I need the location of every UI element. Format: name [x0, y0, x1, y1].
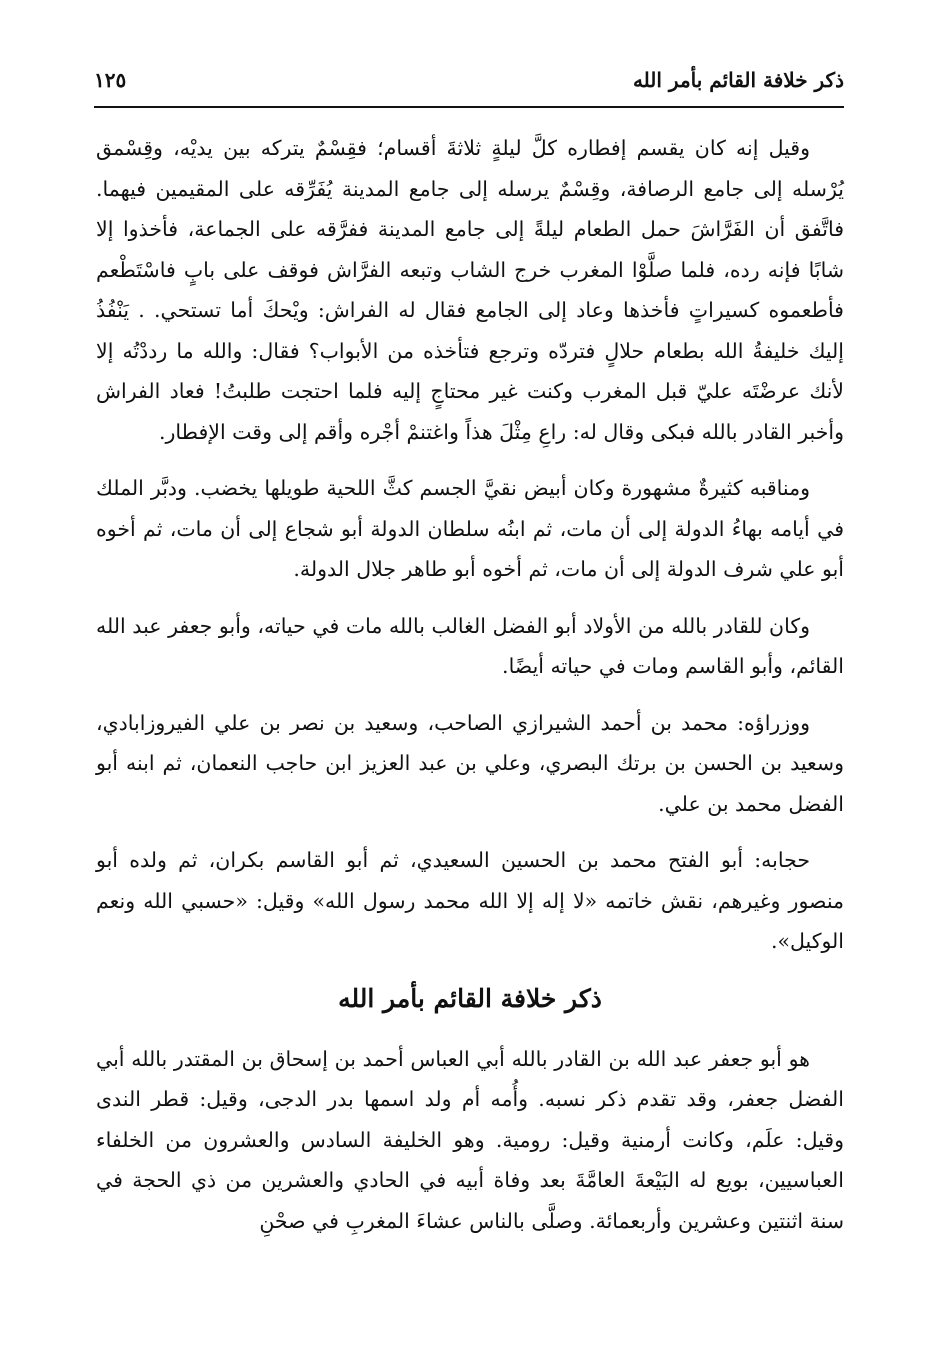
- page-number: ١٢٥: [94, 68, 127, 92]
- page-body: [96, 128, 844, 1257]
- paragraph-chamberlains: حجابه: أبو الفتح محمد بن الحسين السعيدي، ثم أبو القاسم بكران، ثم ولده أبو منصور وغيرهم، نقش خاتمه «لا إله إلا الله محمد رسول الله» وقيل: «حسبي الله ونعم الوكيل».: [96, 848, 844, 953]
- paragraph-qaim-lineage: هو أبو جعفر عبد الله بن القادر بالله أبي العباس أحمد بن إسحاق بن المقتدر بالله أبي الفضل جعفر، وقد تقدم ذكر نسبه. وأُمه أم ولد اسمها بدر الدجى، وقيل: قطر الندى وقيل: علَم، وكانت أرمنية وقيل: رومية. وهو الخليفة السادس والعشرون من الخلفاء العباسيين، بويع له البَيْعةَ العامَّةَ بعد وفاة أبيه في الحادي والعشرين من ذي الحجة في سنة اثنتين وعشرين وأربعمائة. وصلَّى بالناس عشاءَ المغربِ في صحْنِ: [96, 1046, 844, 1233]
- paragraph-ministers: ووزراؤه: محمد بن أحمد الشيرازي الصاحب، وسعيد بن نصر بن علي الفيروزابادي، وسعيد بن الحسن بن برتك البصري، وعلي بن عبد العزيز ابن حاجب النعمان، ثم ابنه أبو الفضل محمد بن علي.: [96, 710, 844, 816]
- paragraph-iftar-story: وقيل إنه كان يقسم إفطاره كلَّ ليلةٍ ثلاثةَ أقسام؛ فقِسْمٌ يتركه بين يديْه، وقِسْمق يُرْسله إلى جامع الرصافة، وقِسْمٌ يرسله إلى جامع المدينة يُفَرِّقه على المقيمين فيهما. فاتَّفق أن الفَرَّاشَ حمل الطعام ليلةً إلى جامع المدينة ففرَّقه على الجماعة، فأخذوا إلا شابًا فإنه رده، فلما صلَّوْا المغرب خرج الشاب وتبعه الفرَّاش فوقف على بابٍ فاسْتَطْعم فأطعموه كسيراتٍ فأخذها وعاد إلى الجامع فقال له الفراش: ويْحكَ أما تستحي. . يَنْفُذُ إليك خليفةُ الله بطعام حلالٍ فتردّه وترجع فتأخذه من الأبواب؟ فقال: والله ما رددْتُه إلا لأنك عرضْتَه عليّ قبل المغرب وكنت غير محتاجٍ إليه فلما احتجت طلبتُ! فعاد الفراش وأخبر القادر بالله فبكى وقال له: راعِ مِثْلَ هذاً واغتنمْ أجْره وأقم إلى وقت الإفطار.: [96, 136, 844, 444]
- section-heading: ذكر خلافة القائم بأمر الله: [338, 983, 602, 1013]
- paragraph-children: وكان للقادر بالله من الأولاد أبو الفضل الغالب بالله مات في حياته، وأبو جعفر عبد الله القائم، وأبو القاسم ومات في حياته أيضًا.: [96, 613, 844, 678]
- paragraph-virtues: ومناقبه كثيرةٌ مشهورة وكان أبيض نقيَّ الجسم كثَّ اللحية طويلها يخضب. ودبَّر الملك في أيامه بهاءُ الدولة إلى أن مات، ثم ابنُه سلطان الدولة أبو شجاع إلى أن مات، ثم أخوه أبو علي شرف الدولة إلى أن مات، ثم أخوه أبو طاهر جلال الدولة.: [96, 476, 844, 581]
- running-header-title: ذكر خلافة القائم بأمر الله: [632, 68, 844, 92]
- running-header: [94, 66, 844, 108]
